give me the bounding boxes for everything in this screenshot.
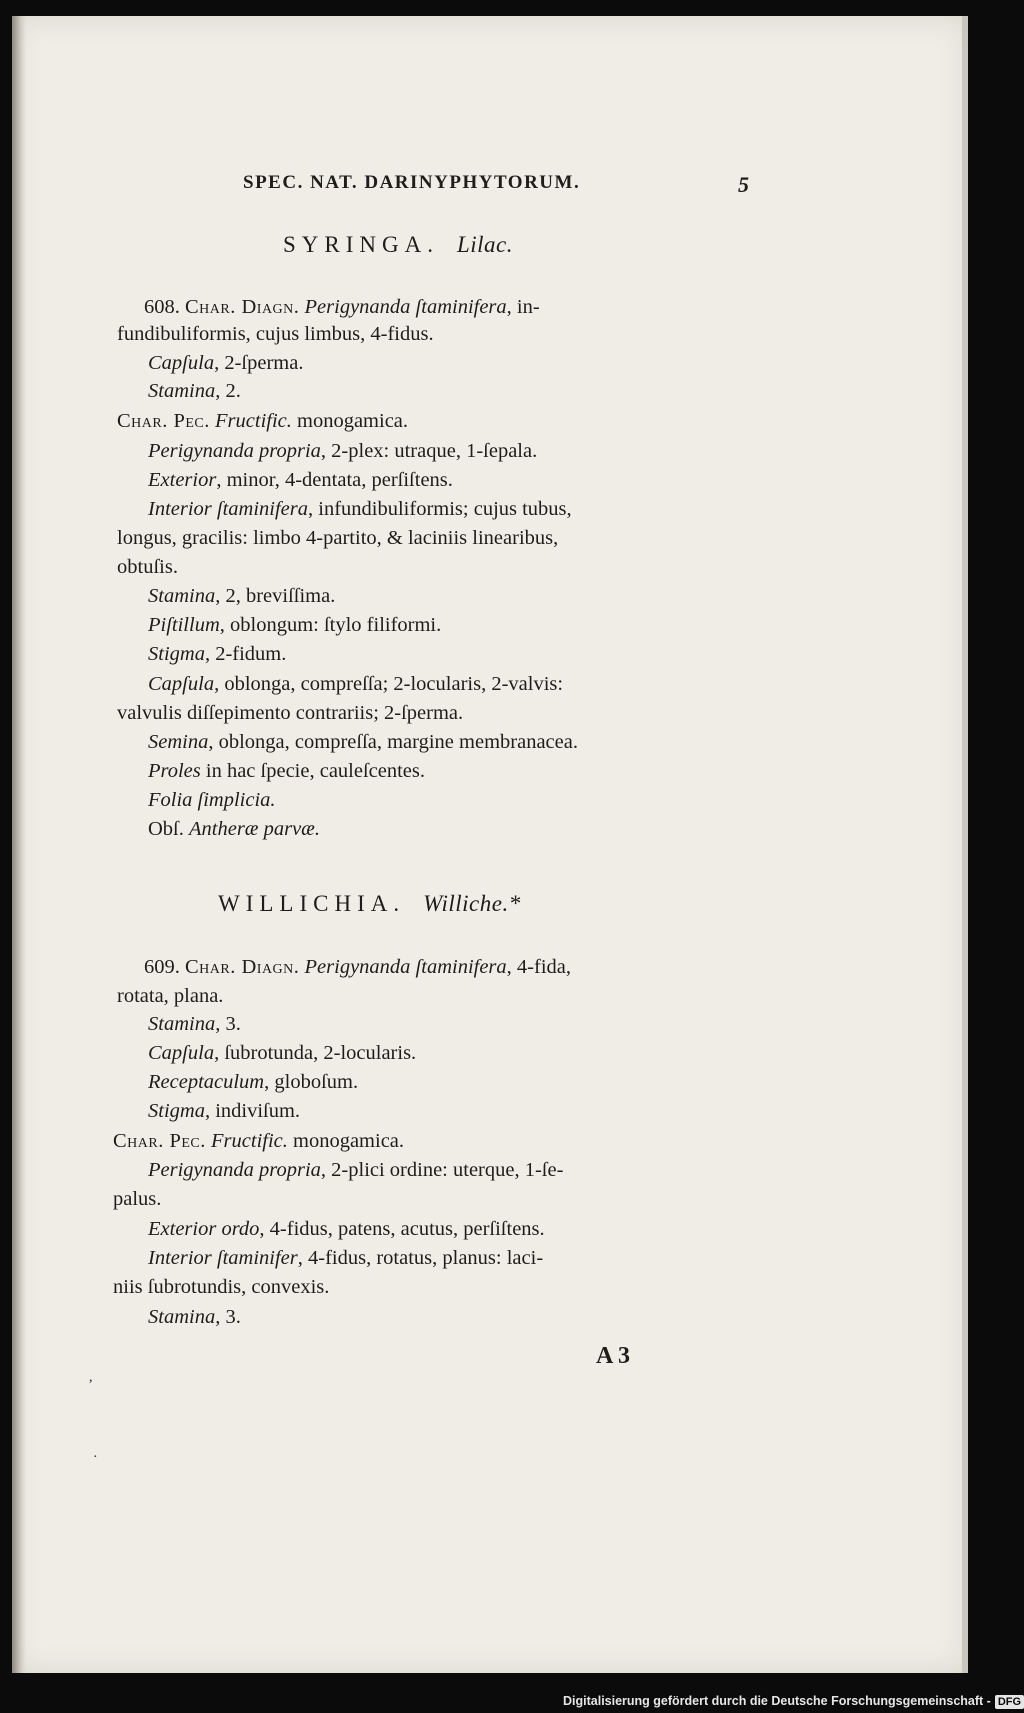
text-line: 608. Char. Diagn. Perigynanda ſtaminifera, in-	[144, 296, 540, 318]
genus-name: SYRINGA.	[283, 232, 439, 257]
text-line: Capſula, ſubrotunda, 2-locularis.	[148, 1042, 417, 1064]
text-line: Stamina, 2, breviſſima.	[148, 585, 336, 607]
ink-speck: ·	[93, 1450, 98, 1465]
text-line: Stamina, 2.	[148, 380, 241, 402]
text-line: Perigynanda propria, 2-plici ordine: uterque, 1-ſe-	[148, 1159, 564, 1181]
text-line: Interior ſtaminifer, 4-fidus, rotatus, planus: laci-	[148, 1247, 544, 1269]
text-line: Semina, oblonga, compreſſa, margine membranacea.	[148, 731, 578, 753]
text-line: obtuſis.	[117, 556, 178, 578]
text-line: Obſ. Antheræ parvæ.	[148, 818, 320, 840]
text-line: Stamina, 3.	[148, 1306, 241, 1328]
text-line: Perigynanda propria, 2-plex: utraque, 1-ſepala.	[148, 440, 538, 462]
text-line: Receptaculum, globoſum.	[148, 1071, 359, 1093]
common-name: Lilac.	[456, 232, 514, 257]
text-line: Interior ſtaminifera, infundibuliformis; cujus tubus,	[148, 498, 572, 520]
text-line: Stigma, 2-fidum.	[148, 643, 287, 665]
genus-heading-willichia	[218, 891, 521, 917]
text-line: 609. Char. Diagn. Perigynanda ſtaminifera, 4-fida,	[144, 956, 571, 978]
text-line: longus, gracilis: limbo 4-partito, & laciniis linearibus,	[117, 527, 559, 549]
text-line: rotata, plana.	[117, 985, 224, 1007]
common-name: Williche.*	[423, 891, 521, 916]
text-line: valvulis diſſepimento contrariis; 2-ſperma.	[117, 702, 464, 724]
text-line: Stamina, 3.	[148, 1013, 241, 1035]
ink-speck: ,	[89, 1370, 93, 1385]
text-line: Char. Pec. Fructific. monogamica.	[117, 410, 409, 432]
text-line: Capſula, oblonga, compreſſa; 2-locularis, 2-valvis:	[148, 673, 564, 695]
dfg-logo: DFG	[995, 1695, 1024, 1709]
banner-text: Digitalisierung gefördert durch die Deutsche Forschungsgemeinschaft -	[563, 1694, 991, 1708]
genus-heading-syringa	[283, 232, 513, 258]
text-line: Piſtillum, oblongum: ſtylo filiformi.	[148, 614, 442, 636]
genus-name: WILLICHIA.	[218, 891, 406, 916]
running-header	[243, 172, 763, 197]
text-line: Capſula, 2-ſperma.	[148, 352, 304, 374]
text-line: Proles in hac ſpecie, cauleſcentes.	[148, 760, 426, 782]
text-line: fundibuliformis, cujus limbus, 4-fidus.	[117, 323, 434, 345]
page-number: 5	[738, 172, 751, 197]
text-line: Char. Pec. Fructific. monogamica.	[113, 1130, 405, 1152]
text-line: niis ſubrotundis, convexis.	[113, 1276, 330, 1298]
text-line: Exterior, minor, 4-dentata, perſiſtens.	[148, 469, 453, 491]
text-line: Folia ſimplicia.	[148, 789, 276, 811]
running-title: SPEC. NAT. DARINYPHYTORUM.	[243, 172, 581, 193]
digitization-banner	[563, 1689, 1022, 1713]
text-line: Exterior ordo, 4-fidus, patens, acutus, perſiſtens.	[148, 1218, 545, 1240]
text-line: Stigma, indiviſum.	[148, 1100, 301, 1122]
text-line: palus.	[113, 1188, 162, 1210]
signature-mark: A 3	[596, 1343, 631, 1369]
